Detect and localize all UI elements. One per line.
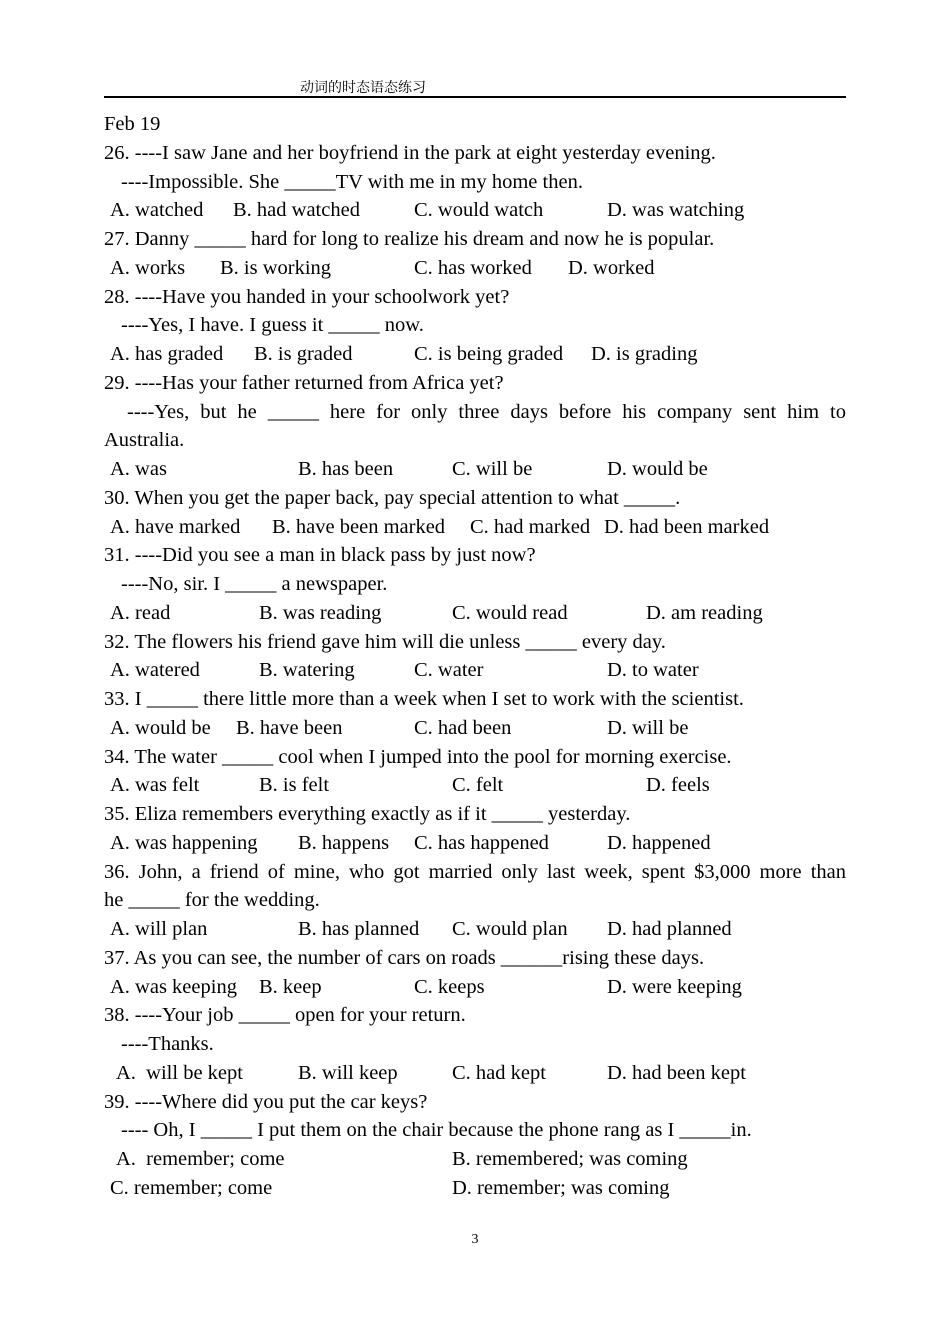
option-d: D. would be xyxy=(607,458,708,480)
question-36-options xyxy=(104,915,846,944)
option-d: D. is grading xyxy=(591,343,698,365)
option-b: B. was reading xyxy=(259,601,382,624)
exercise-body xyxy=(104,110,846,1203)
option-b: B. is graded xyxy=(254,343,353,365)
option-a: A. was felt xyxy=(110,774,200,797)
question-29-options xyxy=(104,455,846,484)
option-b: B. has been xyxy=(298,458,394,480)
option-a: A. watered xyxy=(110,659,200,682)
question-28-options xyxy=(104,340,846,369)
question-39-stem: 39. ----Where did you put the car keys? xyxy=(104,1090,428,1113)
question-32-options xyxy=(104,656,846,685)
option-d: D. will be xyxy=(607,716,689,739)
option-b: B. will keep xyxy=(298,1061,398,1084)
question-31-response: ----No, sir. I _____ a newspaper. xyxy=(121,573,388,595)
option-c: C. had marked xyxy=(470,515,591,538)
question-35-options xyxy=(104,829,846,858)
question-36-stem: 36. John, a friend of mine, who got married only last week, spent $3,000 more than xyxy=(104,860,846,883)
option-c: C. has worked xyxy=(414,256,532,279)
option-d: D. worked xyxy=(568,256,655,279)
option-c: C. would read xyxy=(452,601,568,624)
option-c: C. remember; come xyxy=(110,1176,273,1199)
question-31-stem: 31. ----Did you see a man in black pass by just now? xyxy=(104,544,536,567)
option-c: C. had been xyxy=(414,716,512,739)
question-26-stem: 26. ----I saw Jane and her boyfriend in the park at eight yesterday evening. xyxy=(104,141,716,164)
option-a: A. have marked xyxy=(110,515,241,538)
question-26-options xyxy=(104,196,846,225)
option-b: B. have been marked xyxy=(272,515,446,538)
option-d: D. remember; was coming xyxy=(452,1176,670,1199)
option-d: D. had planned xyxy=(607,918,732,940)
option-c: C. had kept xyxy=(452,1061,546,1084)
option-b: B. is felt xyxy=(259,774,330,797)
option-d: D. had been marked xyxy=(604,515,770,538)
question-34-options xyxy=(104,771,846,800)
question-34-stem: 34. The water _____ cool when I jumped into the pool for morning exercise. xyxy=(104,745,732,768)
option-a: A. would be xyxy=(110,716,211,739)
option-c: C. will be xyxy=(452,458,533,480)
option-c: C. water xyxy=(414,659,484,682)
option-b: B. happens xyxy=(298,831,390,854)
option-d: D. was watching xyxy=(607,199,745,222)
option-a: A. read xyxy=(110,601,171,624)
option-a: A. works xyxy=(110,256,186,279)
header-divider xyxy=(104,96,846,98)
option-d: D. were keeping xyxy=(607,975,742,998)
question-37-stem: 37. As you can see, the number of cars on roads ______rising these days. xyxy=(104,946,705,969)
option-b: B. is working xyxy=(220,256,332,279)
question-39-options-ab xyxy=(104,1145,846,1174)
option-a: A. was happening xyxy=(110,831,258,854)
option-c: C. has happened xyxy=(414,831,549,854)
option-b: B. had watched xyxy=(233,199,360,222)
option-a: A. was xyxy=(110,458,167,480)
option-a: A. watched xyxy=(110,199,204,222)
question-39-options-cd xyxy=(104,1174,846,1203)
option-c: C. is being graded xyxy=(414,343,564,365)
question-35-stem: 35. Eliza remembers everything exactly as if it _____ yesterday. xyxy=(104,803,631,825)
option-a: A. will plan xyxy=(110,918,208,940)
option-d: D. to water xyxy=(607,659,699,682)
option-b: B. watering xyxy=(259,659,355,682)
question-29-response: ----Yes, but he _____ here for only three days before his company sent him to xyxy=(127,400,846,423)
question-30-stem: 30. When you get the paper back, pay special attention to what _____. xyxy=(104,486,681,509)
question-32-stem: 32. The flowers his friend gave him will die unless _____ every day. xyxy=(104,630,666,653)
question-28-response: ----Yes, I have. I guess it _____ now. xyxy=(121,314,424,337)
question-30-options xyxy=(104,513,846,542)
option-d: D. had been kept xyxy=(607,1061,746,1084)
option-a: A. will be kept xyxy=(116,1061,243,1084)
question-38-response: ----Thanks. xyxy=(121,1033,214,1055)
question-33-options xyxy=(104,714,846,743)
option-a: A. was keeping xyxy=(110,975,237,998)
option-a: A. has graded xyxy=(110,343,224,365)
question-27-stem: 27. Danny _____ hard for long to realize his dream and now he is popular. xyxy=(104,228,715,250)
question-37-options xyxy=(104,973,846,1002)
date-label: Feb 19 xyxy=(104,113,161,135)
option-c: C. would plan xyxy=(452,918,568,940)
question-38-options xyxy=(104,1059,846,1088)
question-31-options xyxy=(104,599,846,628)
question-27-options xyxy=(104,254,846,283)
question-38-stem: 38. ----Your job _____ open for your return. xyxy=(104,1004,466,1027)
question-33-stem: 33. I _____ there little more than a week when I set to work with the scientist. xyxy=(104,688,744,710)
option-c: C. keeps xyxy=(414,975,485,998)
question-36-stem-continued: he _____ for the wedding. xyxy=(104,889,320,912)
option-c: C. would watch xyxy=(414,199,544,222)
option-a: A. remember; come xyxy=(116,1148,285,1170)
option-b: B. keep xyxy=(259,975,322,998)
option-b: B. have been xyxy=(236,716,343,739)
question-39-response: ---- Oh, I _____ I put them on the chair because the phone rang as I _____in. xyxy=(121,1119,752,1142)
question-29-stem: 29. ----Has your father returned from Africa yet? xyxy=(104,371,504,394)
option-d: D. happened xyxy=(607,831,711,854)
option-d: D. am reading xyxy=(646,601,763,624)
question-26-response: ----Impossible. She _____TV with me in my home then. xyxy=(121,170,583,193)
option-b: B. has planned xyxy=(298,918,420,940)
page-number: 3 xyxy=(471,1232,479,1247)
question-29-response-continued: Australia. xyxy=(104,429,185,452)
option-d: D. feels xyxy=(646,774,710,797)
option-c: C. felt xyxy=(452,774,504,797)
question-28-stem: 28. ----Have you handed in your schoolwork yet? xyxy=(104,285,510,308)
page-header-title: 动词的时态语态练习 xyxy=(300,80,426,96)
option-b: B. remembered; was coming xyxy=(452,1148,688,1170)
